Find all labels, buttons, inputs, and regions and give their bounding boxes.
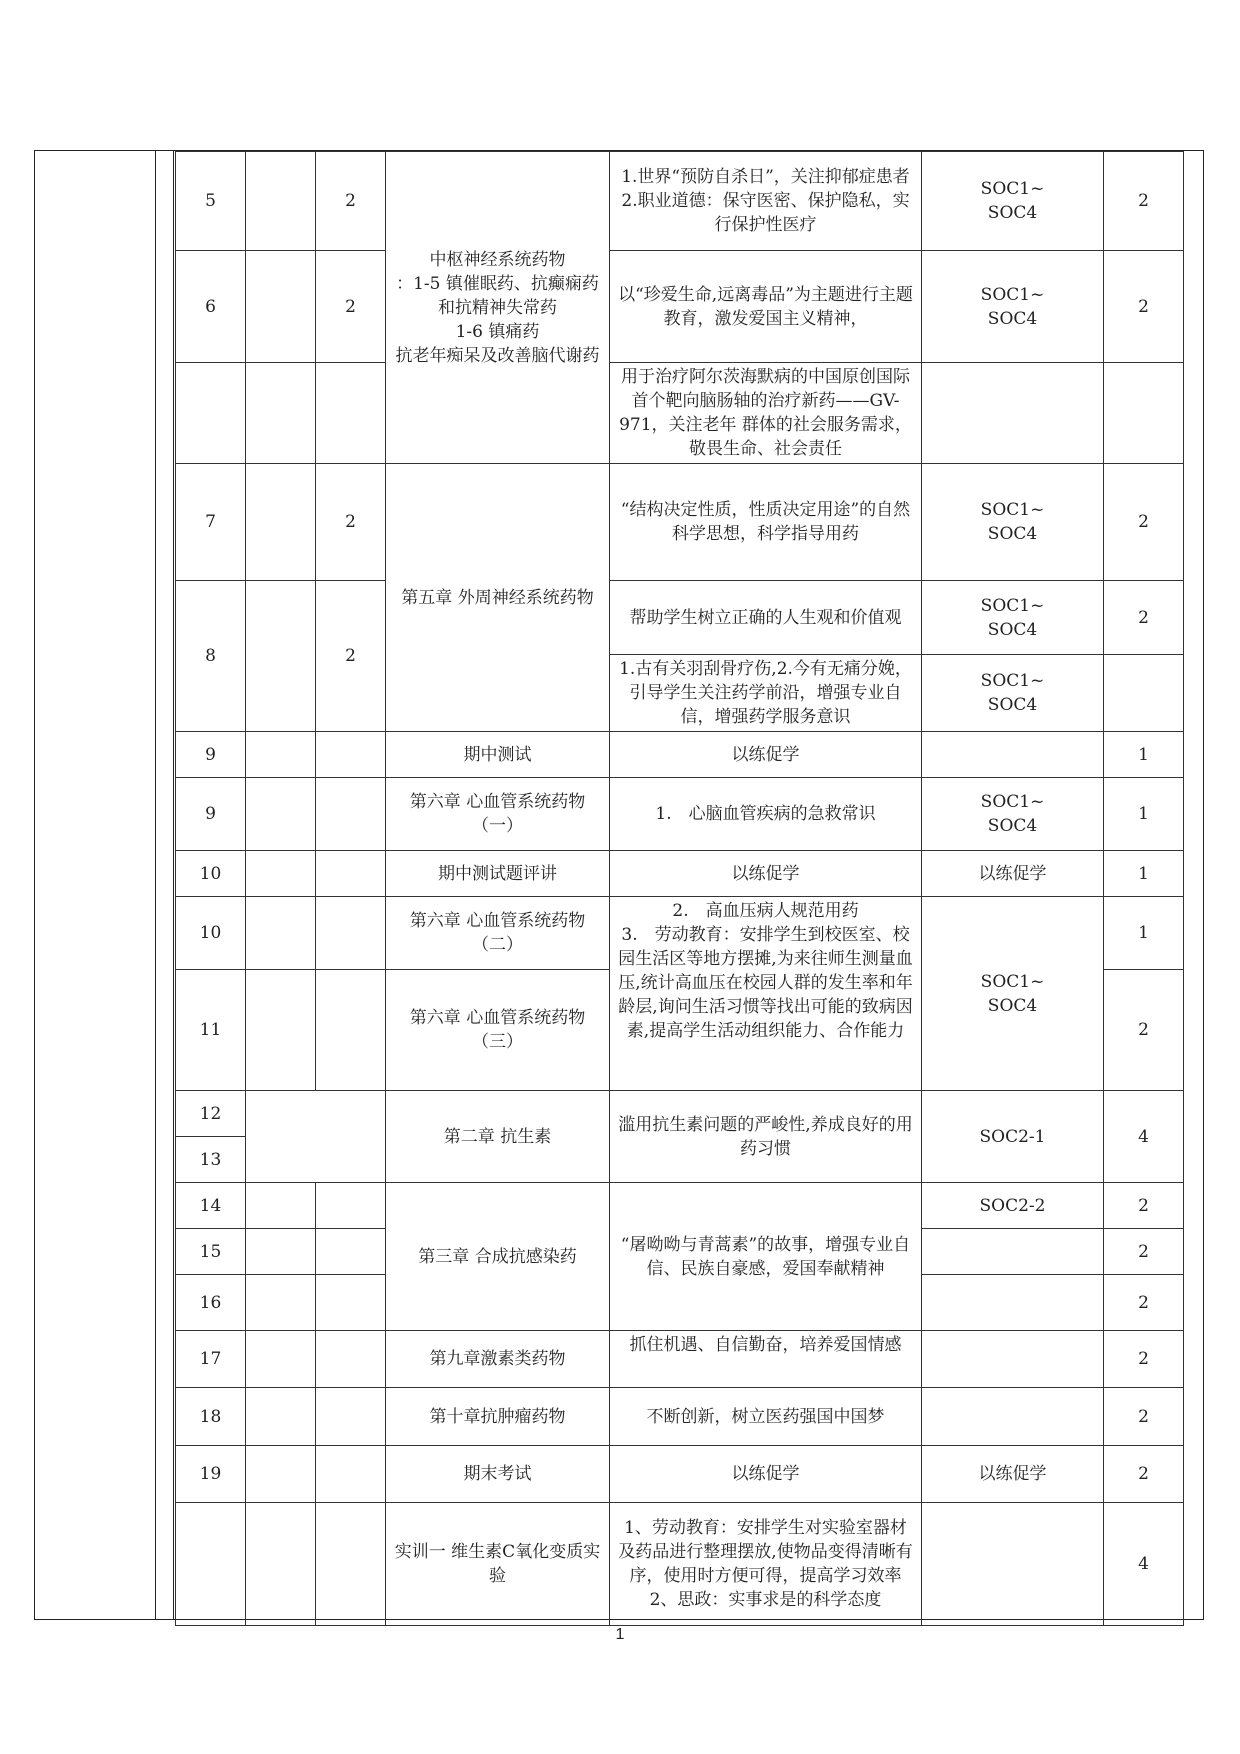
total-cell: 2 [1104, 970, 1184, 1091]
soc-cell: SOC1~ SOC4 [922, 581, 1104, 655]
blank-cell [246, 1229, 316, 1275]
frame-divider-left [155, 150, 156, 1620]
blank-cell [246, 1503, 316, 1626]
blank-cell [246, 363, 316, 464]
content-cell: 以练促学 [610, 851, 922, 897]
chapter-cell: 第二章 抗生素 [386, 1091, 610, 1183]
total-cell: 1 [1104, 851, 1184, 897]
blank-cell [246, 1331, 316, 1388]
blank-cell [922, 1229, 1104, 1275]
total-cell: 2 [1104, 1229, 1184, 1275]
table-row [176, 1183, 1184, 1229]
total-cell: 1 [1104, 732, 1184, 778]
chapter-cell: 第三章 合成抗感染药 [386, 1183, 610, 1331]
total-cell: 1 [1104, 778, 1184, 851]
chapter-cell: 第六章 心血管系统药物 （一） [386, 778, 610, 851]
blank-cell [316, 1331, 386, 1388]
content-cell: 以练促学 [610, 1446, 922, 1503]
total-cell: 2 [1104, 251, 1184, 363]
blank-cell [316, 732, 386, 778]
blank-cell [316, 851, 386, 897]
blank-cell [922, 363, 1104, 464]
blank-cell [246, 851, 316, 897]
table-row [176, 152, 1184, 251]
hours-cell: 2 [316, 152, 386, 251]
blank-cell [922, 1388, 1104, 1446]
soc-cell: SOC2-1 [922, 1091, 1104, 1183]
blank-cell [176, 363, 246, 464]
blank-cell [316, 1388, 386, 1446]
blank-cell [246, 581, 316, 732]
blank-cell [246, 732, 316, 778]
blank-cell [316, 1229, 386, 1275]
hours-cell: 2 [316, 464, 386, 581]
soc-cell: SOC1~ SOC4 [922, 251, 1104, 363]
blank-cell [246, 970, 316, 1091]
table-row [176, 897, 1184, 970]
week-cell: 16 [176, 1275, 246, 1331]
week-cell: 15 [176, 1229, 246, 1275]
blank-cell [922, 1275, 1104, 1331]
week-cell: 13 [176, 1137, 246, 1183]
table-row [176, 1503, 1184, 1626]
chapter-cell: 第九章激素类药物 [386, 1331, 610, 1388]
chapter-cell: 实训一 维生素C氧化变质实验 [386, 1503, 610, 1626]
table-row [176, 1331, 1184, 1388]
content-cell: 不断创新，树立医药强国中国梦 [610, 1388, 922, 1446]
soc-cell: 以练促学 [922, 1446, 1104, 1503]
total-cell: 4 [1104, 1091, 1184, 1183]
soc-cell: SOC1~ SOC4 [922, 152, 1104, 251]
table-row [176, 778, 1184, 851]
week-cell: 19 [176, 1446, 246, 1503]
total-cell: 2 [1104, 1388, 1184, 1446]
blank-cell [922, 1503, 1104, 1626]
blank-cell [316, 363, 386, 464]
hours-cell: 2 [316, 251, 386, 363]
chapter-cell: 期中测试 [386, 732, 610, 778]
table-row [176, 1388, 1184, 1446]
week-cell: 7 [176, 464, 246, 581]
blank-cell [246, 1275, 316, 1331]
soc-cell: 以练促学 [922, 851, 1104, 897]
total-cell: 4 [1104, 1503, 1184, 1626]
blank-cell [316, 1183, 386, 1229]
table-row [176, 251, 1184, 363]
blank-cell [316, 778, 386, 851]
chapter-cell: 期中测试题评讲 [386, 851, 610, 897]
content-cell: 1.古有关羽刮骨疗伤,2.今有无痛分娩，引导学生关注药学前沿，增强专业自信，增强药学服务意识 [610, 655, 922, 732]
content-cell: 2. 高血压病人规范用药 3. 劳动教育：安排学生到校医室、校园生活区等地方摆摊,为来往师生测量血压,统计高血压在校园人群的发生率和年龄层,询问生活习惯等找出可能的致病因素,提高学生活动组织能力、合作能力 [610, 897, 922, 1091]
soc-cell: SOC1~ SOC4 [922, 778, 1104, 851]
blank-cell [316, 1275, 386, 1331]
content-cell: 以“珍爱生命,远离毒品”为主题进行主题教育，激发爱国主义精神， [610, 251, 922, 363]
soc-cell: SOC2-2 [922, 1183, 1104, 1229]
blank-cell [922, 1331, 1104, 1388]
table-row [176, 1091, 1184, 1137]
table-row [176, 464, 1184, 581]
content-cell: “结构决定性质，性质决定用途”的自然科学思想，科学指导用药 [610, 464, 922, 581]
content-cell: 1、劳动教育：安排学生对实验室器材及药品进行整理摆放,使物品变得清晰有序，使用时方便可得，提高学习效率 2、思政：实事求是的科学态度 [610, 1503, 922, 1626]
week-cell: 6 [176, 251, 246, 363]
blank-cell [316, 1503, 386, 1626]
soc-cell: SOC1~ SOC4 [922, 464, 1104, 581]
week-cell: 14 [176, 1183, 246, 1229]
content-cell: 1. 心脑血管疾病的急救常识 [610, 778, 922, 851]
week-cell: 17 [176, 1331, 246, 1388]
blank-cell [246, 1183, 316, 1229]
table-row [176, 851, 1184, 897]
frame-divider-inner [173, 150, 174, 1620]
table-row [176, 581, 1184, 655]
blank-cell [176, 1503, 246, 1626]
table-row [176, 1446, 1184, 1503]
blank-cell [246, 464, 316, 581]
blank-cell [246, 778, 316, 851]
content-cell: 以练促学 [610, 732, 922, 778]
total-cell: 2 [1104, 1446, 1184, 1503]
total-cell: 2 [1104, 1275, 1184, 1331]
total-cell: 2 [1104, 1183, 1184, 1229]
blank-cell [246, 1388, 316, 1446]
blank-cell [246, 1091, 386, 1183]
content-cell: 1.世界“预防自杀日”，关注抑郁症患者 2.职业道德：保守医密、保护隐私，实行保护性医疗 [610, 152, 922, 251]
chapter-cell: 第十章抗肿瘤药物 [386, 1388, 610, 1446]
week-cell: 5 [176, 152, 246, 251]
page-number: 1 [615, 1626, 625, 1643]
content-cell: 用于治疗阿尔茨海默病的中国原创国际首个靶向脑肠轴的治疗新药——GV-971，关注老年 群体的社会服务需求，敬畏生命、社会责任 [610, 363, 922, 464]
syllabus-table [175, 151, 1184, 1626]
content-cell: “屠呦呦与青蒿素”的故事，增强专业自信、民族自豪感，爱国奉献精神 [610, 1183, 922, 1331]
blank-cell [246, 1446, 316, 1503]
week-cell: 10 [176, 897, 246, 970]
table-row [176, 363, 1184, 464]
week-cell: 12 [176, 1091, 246, 1137]
blank-cell [316, 970, 386, 1091]
chapter-cell: 期末考试 [386, 1446, 610, 1503]
total-cell: 2 [1104, 1331, 1184, 1388]
content-cell: 帮助学生树立正确的人生观和价值观 [610, 581, 922, 655]
soc-cell: SOC1~ SOC4 [922, 655, 1104, 732]
blank-cell [316, 1446, 386, 1503]
chapter-cell: 中枢神经系统药物 ：1-5 镇催眠药、抗癫痫药和抗精神失常药 1-6 镇痛药 抗老年痴呆及改善脑代谢药 [386, 152, 610, 464]
total-cell: 2 [1104, 581, 1184, 655]
blank-cell [922, 732, 1104, 778]
week-cell: 10 [176, 851, 246, 897]
table-row [176, 732, 1184, 778]
week-cell: 8 [176, 581, 246, 732]
hours-cell: 2 [316, 581, 386, 732]
blank-cell [246, 251, 316, 363]
blank-cell [1104, 363, 1184, 464]
chapter-cell: 第五章 外周神经系统药物 [386, 464, 610, 732]
week-cell: 9 [176, 778, 246, 851]
blank-cell [246, 897, 316, 970]
blank-cell [316, 897, 386, 970]
week-cell: 18 [176, 1388, 246, 1446]
chapter-cell: 第六章 心血管系统药物 （三） [386, 970, 610, 1091]
soc-cell: SOC1~ SOC4 [922, 897, 1104, 1091]
total-cell: 2 [1104, 464, 1184, 581]
week-cell: 9 [176, 732, 246, 778]
total-cell: 2 [1104, 152, 1184, 251]
total-cell: 1 [1104, 897, 1184, 970]
content-cell: 抓住机遇、自信勤奋，培养爱国情感 [610, 1331, 922, 1388]
chapter-cell: 第六章 心血管系统药物 （二） [386, 897, 610, 970]
blank-cell [1104, 655, 1184, 732]
content-cell: 滥用抗生素问题的严峻性,养成良好的用药习惯 [610, 1091, 922, 1183]
week-cell: 11 [176, 970, 246, 1091]
blank-cell [246, 152, 316, 251]
